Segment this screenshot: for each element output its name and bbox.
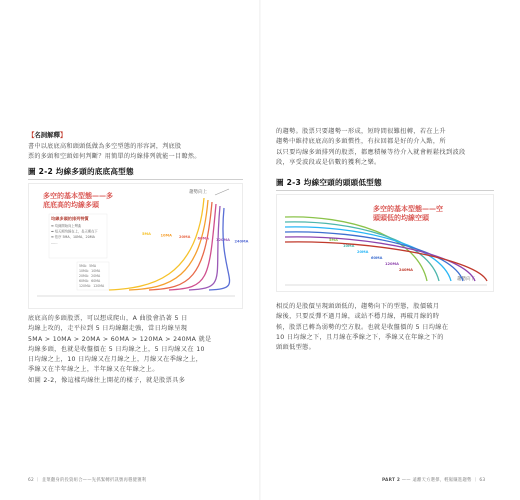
ma-note-line: 5MA：5MA	[79, 264, 97, 268]
ma-note-line: 10MA：10MA	[79, 269, 101, 273]
bullish-ma-chart-svg	[29, 184, 249, 310]
series-label: 10MA	[343, 244, 355, 248]
series-line	[129, 200, 208, 290]
series-line	[149, 202, 212, 290]
figure-2-2-title: 圖 2-2 均線多頭的底底高型態	[28, 167, 134, 176]
figure-2-2-chart	[28, 183, 249, 309]
trend-down-label: 趨勢向下	[457, 277, 475, 282]
chart-title-text: 頭頭低的均線空頭	[373, 214, 429, 222]
right-page-number: 63	[479, 478, 486, 483]
bearish-ma-chart-svg	[277, 195, 495, 293]
figure-2-3-chart	[276, 194, 494, 292]
series-label: 60MA	[371, 256, 383, 260]
left-book-title: 韭菜翻身的投資組合——先抓緊轉折訊號再穩健獲利	[41, 478, 147, 483]
ma-note-line: 20MA：20MA	[79, 274, 101, 278]
ma-note-line: 120MA：120MA	[79, 284, 105, 288]
ma-note-line: 60MA：60MA	[79, 279, 101, 283]
series-label: 240MA	[234, 239, 249, 244]
series-label: 10MA	[160, 233, 172, 238]
right-footer: PART 2 —— 遠離天方選擇，輕鬆賺進趨勢 ｜ 63	[382, 478, 486, 483]
left-footer: 62 ｜ 韭菜翻身的投資組合——先抓緊轉折訊號再穩健獲利	[28, 478, 147, 483]
figure-2-2-rule	[28, 179, 243, 180]
chart-title-text: 多空的基本型態——空	[373, 205, 443, 213]
legend-line: ➡ 短天期均線在上，長天期在下	[51, 229, 98, 234]
series-label: 20MA	[179, 235, 191, 239]
series-label: 20MA	[357, 250, 369, 254]
left-body-text: 底底高的多頭股票，可以想成爬山，A 曲股會沿著 5 日 均線上攻的，走平拉到 5 日均線翻走強，當日均線呈現 5MA > 10MA > 20MA > 60MA > 120MA > 240MA 就是 均線多頭，也就是收盤價在 5 日均線之上，5 日均線又在 10 日均線之上，10 日均線又在月線之上，月線又在季線之上， 季線又在半年線之上，半年線又在年線之上。 如圖 2-2，像這樣均線往上開花的樣子，就是股票具多	[28, 315, 212, 384]
series-label: 60MA	[197, 236, 209, 241]
legend-title: 均線多頭的排列特質	[51, 216, 89, 221]
figure-2-3-rule	[276, 190, 494, 191]
series-label: 240MA	[399, 268, 413, 272]
term-explanation-title: 【名詞解釋】	[28, 131, 67, 139]
legend-line: ……	[51, 240, 58, 245]
series-label: 5MA	[329, 238, 338, 242]
trend-arrow-icon	[215, 189, 229, 195]
series-label: 120MA	[385, 262, 399, 266]
right-top-text: 的趨勢。股票只要趨勢一形成，短時間很難扭轉，若在上升 趨勢中維持底底高的多頭慣性，有拉回都是好的介入點，所 以只要均線多頭排列的股票，都應積極等待介入就會輕鬆找到波段 段，享受波段或是倍數的獲利之樂。	[276, 128, 466, 166]
series-label: 120MA	[216, 238, 230, 242]
figure-2-3-title: 圖 2-3 均線空頭的頭頭低型態	[276, 178, 382, 187]
chart-title-text: 多空的基本型態——多	[43, 192, 113, 200]
right-part-label: PART 2	[382, 478, 401, 483]
left-page-number: 62	[28, 478, 34, 483]
legend-line: ➡ 均線開始向上彎曲	[51, 224, 82, 228]
series-line	[109, 198, 204, 290]
chart-title-text: 底底高的均線多頭	[43, 201, 99, 209]
right-part-title: 遠離天方選擇，輕鬆賺進趨勢	[412, 478, 472, 483]
term-explanation-text: 書中以底底高和頭頭低做為多空型態的形容詞，判底股 票的多頭和空頭如何判斷？用簡單的均線排列就能一目瞭然。	[28, 143, 201, 160]
right-body-text: 相反的是股價呈現頭頭低的，趨勢向下的型態，股價破月 線後，只要反彈不過月線，或站不穩月線，再破月線的時 候，股票已轉為弱勢的空方股。也就是收盤價的 5 日均線在 10 日均線之下，且月線在季線之下，季線又在年線之下的 頭頭低型態。	[276, 303, 449, 352]
right-page	[260, 0, 520, 500]
series-label: 5MA	[142, 232, 151, 236]
legend-line: ➡ 依序 5MA、10MA、20MA	[51, 235, 95, 239]
term-explanation-box	[28, 130, 240, 160]
series-line	[169, 204, 216, 290]
trend-up-label: 趨勢向上	[189, 190, 207, 195]
